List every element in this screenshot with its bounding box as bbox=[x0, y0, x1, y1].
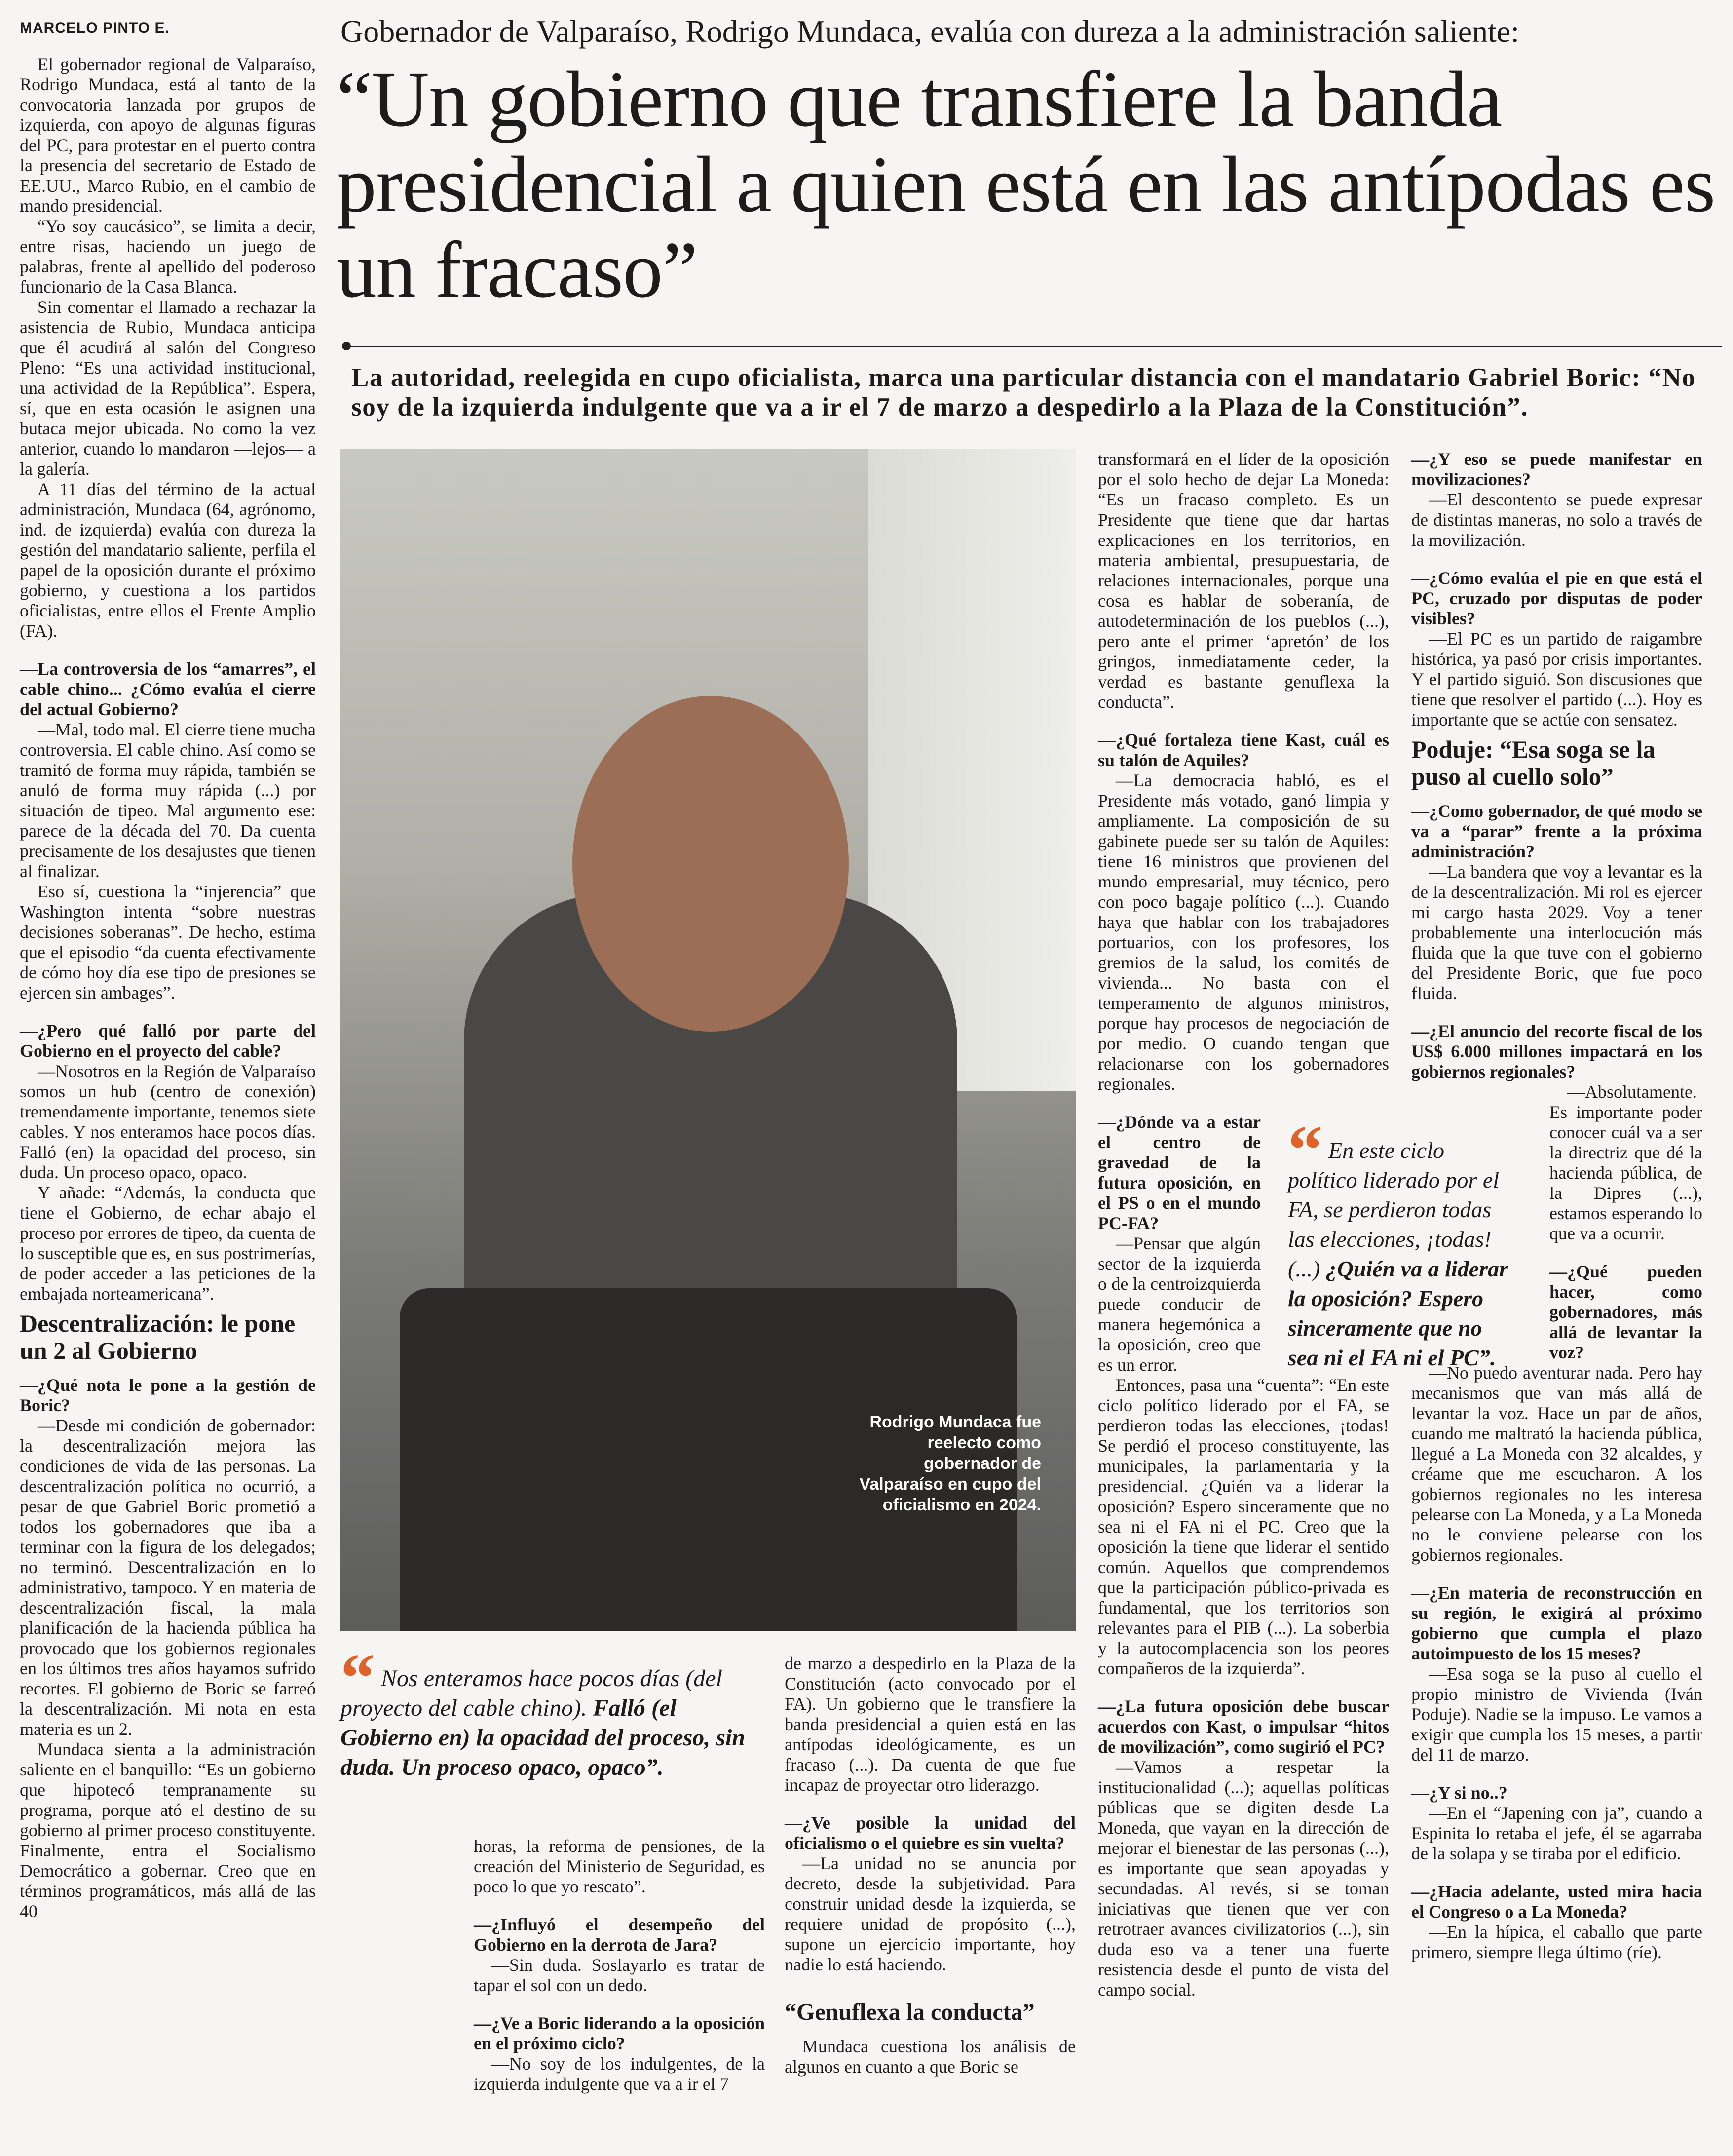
col5-a2: —El PC es un partido de raigambre histórica, ya pasó por crisis importantes. Y el partido siguió. Son discusiones que tiene que resolver el partido (...). Hoy es importante que se actúe con sensatez. bbox=[1411, 629, 1702, 730]
headline-rule bbox=[345, 346, 1722, 347]
col2-a1: —Sin duda. Soslayarlo es tratar de tapar el sol con un dedo. bbox=[474, 1955, 765, 1995]
col5-a6: —Esa soga se la puso al cuello el propio ministro de Vivienda (Iván Poduje). Nadie se la impuso. Le vamos a exigir que cumpla los 15 meses, a partir del 11 de marzo. bbox=[1411, 1664, 1702, 1765]
col2-p1: horas, la reforma de pensiones, de la creación del Ministerio de Seguridad, es poco lo que yo rescato”. bbox=[474, 1836, 765, 1896]
col5-q8: —¿Hacia adelante, usted mira hacia el Congreso o a La Moneda? bbox=[1411, 1882, 1702, 1922]
col4-a2: —Pensar que algún sector de la izquierda o de la centroizquierda puede conducir de manera hegemónica a la oposición, creo que es un error. bbox=[1098, 1233, 1261, 1375]
col5-q6: —¿En materia de reconstrucción en su región, le exigirá al próximo gobierno que cumpla el plazo autoimpuesto de los 15 meses? bbox=[1411, 1583, 1702, 1663]
pullquote-1-rest: Falló (el Gobierno en) la opacidad del proceso, sin duda. Un proceso opaco, opaco”. bbox=[340, 1695, 745, 1780]
col3-q1: —¿Ve posible la unidad del oficialismo o el quiebre es sin vuelta? bbox=[785, 1813, 1076, 1853]
byline: MARCELO PINTO E. bbox=[20, 20, 170, 36]
col4-p1: transformará en el líder de la oposición por el solo hecho de dejar La Moneda: “Es un fracaso completo. Es un Presidente que tiene que dar hartas explicaciones en los territorios, en materia ambiental, presupuestaria, de relaciones internacionales, porque una cosa es hablar de soberanía, de autodeterminación de los pueblos (...), pero ante el primer ‘apretón’ de los gringos, inmediatamente ceder, la verdad es bastante genuflexa la conducta”. bbox=[1098, 449, 1389, 712]
col4-q3: —¿La futura oposición debe buscar acuerdos con Kast, o impulsar “hitos de movilización”, como sugirió el PC? bbox=[1098, 1696, 1389, 1757]
col1-p1: El gobernador regional de Valparaíso, Rodrigo Mundaca, está al tanto de la convocatoria lanzada por grupos de izquierda, con apoyo de algunas figuras del PC, para protestar en el puerto contra la presencia del secretario de Estado de EE.UU., Marco Rubio, en el cambio de mando presidencial. bbox=[20, 54, 316, 216]
col1-p4: A 11 días del término de la actual administración, Mundaca (64, agrónomo, ind. de izquierda) evalúa con dureza la gestión del mandatario saliente, perfila el papel de la oposición durante el próximo gobierno, y cuestiona a los partidos oficialistas, entre ellos el Frente Amplio (FA). bbox=[20, 479, 316, 641]
col1-a3: —Desde mi condición de gobernador: la descentralización mejora las condiciones de vida de las personas. La descentralización política no ocurrió, a pesar de que Gabriel Boric prometió a todos los gobernadores que iba a terminar con la figura de los delegados; no terminó. Descentralización en lo administrativo, tampoco. Y en materia de descentralización fiscal, la mala planificación de la hacienda pública ha provocado que los gobiernos regionales en los últimos tres años hayamos sufrido recortes. El gobierno de Boric se farreó la descentralización. Mi nota en esta materia es un 2. bbox=[20, 1416, 316, 1739]
col1-a1b: Eso sí, cuestiona la “injerencia” que Washington intenta “sobre nuestras decisiones soberanas”. De hecho, estima que el episodio “da cuenta efectivamente de cómo hoy día ese tipo de presiones se ejercen sin ambages”. bbox=[20, 882, 316, 1002]
col1-subhead: Descentralización: le pone un 2 al Gobierno bbox=[20, 1309, 296, 1364]
col5-q1: —¿Y eso se puede manifestar en movilizaciones? bbox=[1411, 449, 1702, 489]
col5-q7: —¿Y si no..? bbox=[1411, 1783, 1507, 1803]
col1-a2b: Y añade: “Además, la conducta que tiene el Gobierno, de echar abajo el proceso por errores de tipeo, da cuenta de lo susceptible que es, en sus postrimerías, de poder acceder a las peticiones de la embajada norteamericana”. bbox=[20, 1183, 316, 1304]
col5-a8: —En la hípica, el caballo que parte primero, siempre llega último (ríe). bbox=[1411, 1922, 1702, 1962]
col2-a2: —No soy de los indulgentes, de la izquierda indulgente que va a ir el 7 bbox=[474, 2054, 765, 2094]
column-5 bbox=[1411, 449, 1702, 1963]
col1-q1: —La controversia de los “amarres”, el cable chino... ¿Cómo evalúa el cierre del actual Gobierno? bbox=[20, 659, 316, 719]
col5-q4: —¿El anuncio del recorte fiscal de los US$ 6.000 millones impactará en los gobiernos regionales? bbox=[1411, 1021, 1702, 1081]
col4-q2: —¿Dónde va a estar el centro de gravedad de la futura oposición, en el PS o en el mundo PC-FA? bbox=[1098, 1112, 1261, 1233]
col1-q3: —¿Qué nota le pone a la gestión de Boric? bbox=[20, 1375, 316, 1415]
col5-subhead: Poduje: “Esa soga se la puso al cuello solo” bbox=[1411, 735, 1656, 790]
kicker: Gobernador de Valparaíso, Rodrigo Mundaca, evalúa con dureza a la administración saliente: bbox=[340, 14, 1520, 49]
col4-a2b: Entonces, pasa una “cuenta”: “En este ciclo político liderado por el FA, se perdieron todas las elecciones, ¡todas! Se perdió el proceso constituyente, las municipales, la parlamentaria y la presidencial. ¿Quién va a liderar la oposición? Espero sinceramente que no sea ni el FA ni el PC. Creo que la oposición la tiene que liderar el sentido común. Aquellos que comprendemos que la participación público-privada es fundamental, que los territorios son relevantes para el PIB (...). La soberbia y la autocomplacencia son los peores compañeros de la izquierda”. bbox=[1098, 1375, 1389, 1678]
col4-q1: —¿Qué fortaleza tiene Kast, cuál es su talón de Aquiles? bbox=[1098, 730, 1389, 770]
col5-a3: —La bandera que voy a levantar es la de la descentralización. Mi rol es ejercer mi cargo hasta 2029. Voy a tener probablemente una interlocución más fluida que la que tuve con el gobierno del Presidente Boric, que fue poco fluida. bbox=[1411, 862, 1702, 1003]
col1-a1: —Mal, todo mal. El cierre tiene mucha controversia. El cable chino. Así como se tramitó de forma muy rápida, también se anuló de forma muy rápida (...) por situación de tipeo. Mal argumento ese: parece de la década del 70. Da cuenta precisamente de los desajustes que tienen al finalizar. bbox=[20, 720, 316, 881]
col3-a2: Mundaca cuestiona los análisis de algunos en cuanto a que Boric se bbox=[785, 2037, 1076, 2077]
column-3 bbox=[785, 1654, 1076, 2077]
pullquote-2-rest: ¿Quién va a liderar la oposición? Espero sinceramente que no sea ni el FA ni el PC”. bbox=[1288, 1256, 1508, 1370]
col2-q2: —¿Ve a Boric liderando a la oposición en el próximo ciclo? bbox=[474, 2013, 765, 2053]
col5-a1: —El descontento se puede expresar de distintas maneras, no solo a través de la movilización. bbox=[1411, 490, 1702, 550]
col5-a7: —En el “Japening con ja”, cuando a Espinita lo retaba el jefe, él se agarraba de la solapa y se tiraba por el edificio. bbox=[1411, 1803, 1702, 1863]
quote-mark-icon: “ bbox=[340, 1640, 375, 1716]
pullquote-2-lead: En este ciclo político liderado por el FA, se perdieron todas las elecciones, ¡todas! (...) bbox=[1288, 1138, 1500, 1281]
col3-subhead: “Genuflexa la conducta” bbox=[785, 1999, 1035, 2025]
col5-q5: —¿Qué pueden hacer, como gobernadores, más allá de levantar la voz? bbox=[1549, 1262, 1702, 1362]
col3-a1: —La unidad no se anuncia por decreto, desde la subjetividad. Para construir unidad desde la izquierda, se requiere unidad de propósito (...), supone un ejercicio importante, hoy nadie lo está haciendo. bbox=[785, 1853, 1076, 1974]
pullquote-1-lead: Nos enteramos hace pocos días (del proyecto del cable chino). bbox=[340, 1665, 722, 1721]
col5-a4: —Absolutamente. Es importante poder conocer cuál va a ser la directriz que dé la hacienda pública, de la Dipres (...), estamos esperando lo que va a ocurrir. bbox=[1549, 1082, 1702, 1243]
column-2 bbox=[474, 1836, 765, 2094]
col1-a2: —Nosotros en la Región de Valparaíso somos un hub (centro de conexión) tremendamente importante, tenemos siete cables. Y nos enteramos hace pocos días. Falló (en) la opacidad del proceso, sin duda. Un proceso opaco, opaco. bbox=[20, 1061, 316, 1182]
col2-q1: —¿Influyó el desempeño del Gobierno en la derrota de Jara? bbox=[474, 1915, 765, 1955]
column-1 bbox=[20, 54, 316, 1922]
col1-q2: —¿Pero qué falló por parte del Gobierno en el proyecto del cable? bbox=[20, 1021, 316, 1061]
deck: La autoridad, reelegida en cupo oficialista, marca una particular distancia con el mandatario Gabriel Boric: “No soy de la izquierda indulgente que va a ir el 7 de marzo a despedirlo a la Plaza de la Constitución”. bbox=[351, 363, 1696, 422]
col1-p2: “Yo soy caucásico”, se limita a decir, entre risas, haciendo un juego de palabras, frente al apellido del poderoso funcionario de la Casa Blanca. bbox=[20, 216, 316, 297]
photo-figure-head bbox=[572, 696, 849, 1032]
col1-p3: Sin comentar el llamado a rechazar la asistencia de Rubio, Mundaca anticipa que él acudirá al salón del Congreso Pleno: “Es una actividad institucional, una actividad de la República”. Espera, sí, que en esta ocasión le asignen una butaca mejor ubicada. No como la vez anterior, cuando lo mandaron —lejos— a la galería. bbox=[20, 297, 316, 479]
pullquote-1 bbox=[340, 1640, 765, 1782]
col4-a1: —La democracia habló, es el Presidente más votado, ganó limpia y ampliamente. La composición de su gabinete puede ser su talón de Aquiles: tiene 16 ministros que provienen del mundo empresarial, muy técnico, pero con poco bagaje político (...). Cuando haya que hablar con los trabajadores portuarios, con los profesores, los gremios de la salud, los comités de vivienda... No basta con el temperamento de algunos ministros, porque hay procesos de negociación de por medio. O cuando tengan que relacionarse con los gobernadores regionales. bbox=[1098, 770, 1389, 1094]
quote-mark-icon: “ bbox=[1288, 1112, 1322, 1188]
col5-q3: —¿Como gobernador, de qué modo se va a “parar” frente a la próxima administración? bbox=[1411, 801, 1702, 861]
col5-q2: —¿Cómo evalúa el pie en que está el PC, cruzado por disputas de poder visibles? bbox=[1411, 568, 1702, 628]
col3-p1: de marzo a despedirlo en la Plaza de la Constitución (acto convocado por el FA). Un gobierno que le transfiere la banda presidencial a quien está en las antípodas ideológicamente, es un fracaso (...). Da cuenta de que fue incapaz de proyectar otro liderazgo. bbox=[785, 1654, 1076, 1795]
col5-a5: —No puedo aventurar nada. Pero hay mecanismos que van más allá de levantar la voz. Hace un par de años, cuando me maltrató la hacienda pública, llegué a La Moneda con 32 alcaldes, y créame que me escucharon. A los gobiernos regionales no les interesa pelearse con La Moneda, y a La Moneda no le conviene pelearse con los gobiernos regionales. bbox=[1411, 1363, 1702, 1565]
headline: “Un gobierno que transfiere la banda presidencial a quien está en las antípodas es un fracaso” bbox=[337, 55, 1715, 314]
col1-a3b: Mundaca sienta a la administración saliente en el banquillo: “Es un gobierno que hipotecó tempranamente su programa, porque ató el destino de su gobierno al primer proceso constituyente. Finalmente, entra el Socialismo Democrático a gobernar. Creo que en términos programáticos, más allá de las 40 bbox=[20, 1739, 316, 1921]
col4-a3: —Vamos a respetar la institucionalidad (...); aquellas políticas públicas que se digiten desde La Moneda, que vayan en la dirección de mejorar el bienestar de las personas (...), es importante que sean apoyadas y secundadas. Al revés, si se toman iniciativas que tienen que ver con retrotraer avances civilizatorios (...), sin duda eso va a tener una fuerte resistencia desde el punto de vista del campo social. bbox=[1098, 1757, 1389, 2000]
photo-caption: Rodrigo Mundaca fue reelecto como gobernador de Valparaíso en cupo del oficialismo en 2024. bbox=[859, 1413, 1041, 1514]
